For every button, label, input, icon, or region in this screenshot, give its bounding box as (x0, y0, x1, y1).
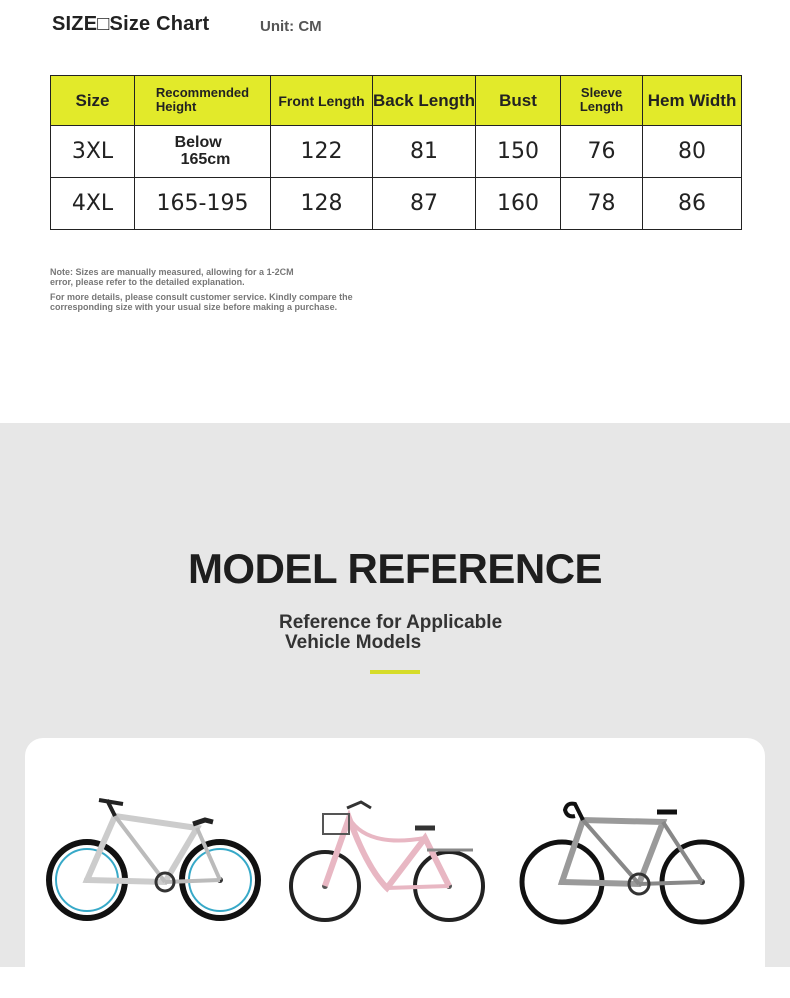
header-recommended-height (135, 76, 271, 126)
subtitle-line1: Reference for Applicable (279, 612, 503, 633)
model-reference-section (0, 423, 790, 967)
size-table (50, 75, 742, 230)
unit-label: Unit: CM (260, 18, 322, 35)
cell-hem-width: 80 (643, 126, 742, 178)
cell-back-length: 81 (373, 126, 476, 178)
cell-height-line1: Below (174, 133, 222, 151)
header-hem-width: Hem Width (643, 76, 742, 126)
header-sleeve-length (561, 76, 643, 126)
cell-bust: 160 (476, 178, 561, 230)
header-sleeve-line1: Sleeve (580, 84, 623, 100)
road-bike-icon (517, 798, 747, 938)
cell-size: 3XL (51, 126, 135, 178)
table-row (51, 126, 742, 178)
cell-front-length: 128 (271, 178, 373, 230)
note2-line2: corresponding size with your usual size before making a purchase. (50, 302, 338, 312)
note1-line1: Note: Sizes are manually measured, allowing for a 1-2CM (50, 267, 294, 277)
header-back-length: Back Length (373, 76, 476, 126)
accent-bar (370, 670, 420, 674)
cell-back-length: 87 (373, 178, 476, 230)
header-front-length: Front Length (271, 76, 373, 126)
cell-height-line2: 165cm (180, 150, 231, 168)
mountain-bike-icon (45, 798, 265, 938)
size-chart-title: SIZE□Size Chart (52, 13, 210, 35)
cell-height: 165-195 (135, 178, 271, 230)
subtitle-line2: Vehicle Models (285, 632, 422, 653)
measurement-note (50, 267, 294, 287)
cell-sleeve-length: 78 (561, 178, 643, 230)
cell-hem-width: 86 (643, 178, 742, 230)
model-reference-title: MODEL REFERENCE (187, 545, 603, 592)
header-bust: Bust (476, 76, 561, 126)
city-bike-icon (287, 798, 487, 938)
size-chart-section (0, 0, 790, 423)
cell-front-length: 122 (271, 126, 373, 178)
note1-line2: error, please refer to the detailed explanation. (50, 277, 245, 287)
cell-size: 4XL (51, 178, 135, 230)
header-size: Size (51, 76, 135, 126)
note2-line1: For more details, please consult customer service. Kindly compare the (50, 292, 353, 302)
cell-bust: 150 (476, 126, 561, 178)
cell-sleeve-length: 76 (561, 126, 643, 178)
header-height-line1: Recommended (155, 84, 250, 100)
model-reference-subtitle (279, 613, 502, 653)
bike-card (25, 738, 765, 998)
cell-height (135, 126, 271, 178)
header-height-line2: Height (155, 98, 197, 114)
table-header-row (51, 76, 742, 126)
table-row (51, 178, 742, 230)
header-sleeve-line2: Length (579, 98, 624, 114)
service-note (50, 292, 353, 312)
